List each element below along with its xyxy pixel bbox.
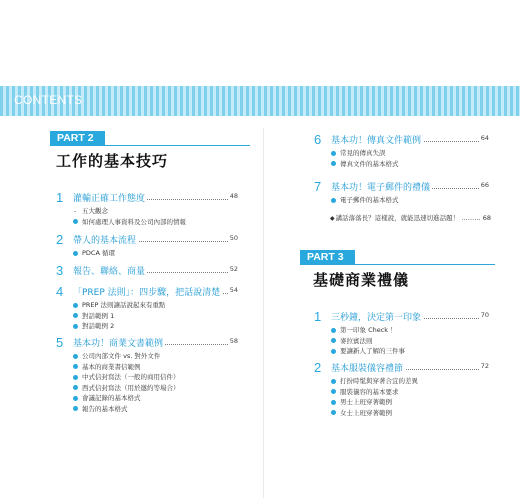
part-3-rule xyxy=(355,264,495,265)
item-text: 報告的基本格式 xyxy=(82,404,128,413)
diamond-icon: ◆ xyxy=(330,215,335,222)
section-page-number: 70 xyxy=(480,311,489,319)
section-page-number: 50 xyxy=(229,234,238,242)
list-item xyxy=(331,376,489,387)
list-item xyxy=(73,311,238,322)
item-text: 第一印象 Check ！ xyxy=(340,326,397,334)
item-text: 要讓新人了解的三件事 xyxy=(340,347,405,355)
item-text: 電子郵件的基本格式 xyxy=(340,196,399,204)
bullet-dot-icon xyxy=(73,375,78,380)
toc-section[interactable] xyxy=(314,361,489,418)
note-page: 68 xyxy=(482,214,492,222)
bullet-dot-icon xyxy=(331,410,336,415)
section-number: 5 xyxy=(56,335,64,350)
list-item xyxy=(73,206,238,217)
section-number: 1 xyxy=(56,190,64,205)
bullet-dot-icon xyxy=(73,385,78,390)
section-items xyxy=(331,195,489,206)
dash-icon: - xyxy=(74,207,77,215)
section-items xyxy=(331,148,489,169)
bullet-dot-icon xyxy=(73,219,78,224)
list-item xyxy=(73,248,238,259)
section-number: 7 xyxy=(314,179,322,194)
toc-section[interactable] xyxy=(314,310,489,357)
item-text: 男士上班穿著範例 xyxy=(340,398,392,406)
bullet-dot-icon xyxy=(331,400,336,405)
bullet-dot-icon xyxy=(331,328,336,333)
section-heading[interactable] xyxy=(56,336,238,350)
list-item xyxy=(73,300,238,311)
section-heading[interactable] xyxy=(314,133,489,147)
page-divider xyxy=(263,128,264,498)
section-heading[interactable] xyxy=(314,310,489,324)
toc-section[interactable] xyxy=(56,233,238,259)
item-text: 麥拉賓法則 xyxy=(340,336,373,345)
list-item xyxy=(73,372,238,383)
item-text: 常見的傳真失誤 xyxy=(340,149,386,157)
bullet-dot-icon xyxy=(73,406,78,411)
toc-section[interactable] xyxy=(56,191,238,227)
section-number: 1 xyxy=(314,309,322,324)
bullet-dot-icon xyxy=(73,364,78,369)
toc-section[interactable] xyxy=(56,336,238,414)
item-text: PDCA 循環 xyxy=(82,249,115,257)
item-text: 會議記錄的基本格式 xyxy=(82,394,141,402)
bullet-dot-icon xyxy=(331,198,336,203)
bullet-dot-icon xyxy=(331,349,336,354)
section-title: 三秒鐘，決定第一印象 xyxy=(331,310,423,323)
item-text: 服裝儀容的基本要求 xyxy=(340,387,399,396)
section-number: 6 xyxy=(314,132,322,147)
note-leader: ……… xyxy=(459,214,483,222)
bullet-dot-icon xyxy=(73,354,78,359)
list-item xyxy=(331,397,489,408)
section-items xyxy=(331,376,489,418)
list-item xyxy=(73,362,238,373)
bullet-dot-icon xyxy=(331,151,336,156)
bullet-dot-icon xyxy=(73,313,78,318)
part-2-rule xyxy=(105,145,250,146)
list-item xyxy=(73,404,238,415)
section-page-number: 54 xyxy=(229,286,238,294)
item-text: 公司內部文件 vs. 對外文件 xyxy=(82,352,161,360)
section-heading[interactable] xyxy=(314,361,489,375)
list-item xyxy=(73,321,238,332)
toc-section[interactable] xyxy=(314,180,489,206)
bullet-dot-icon xyxy=(73,396,78,401)
section-items xyxy=(73,248,238,259)
section-title: 基本功！電子郵件的禮儀 xyxy=(331,180,432,193)
bullet-dot-icon xyxy=(73,303,78,308)
item-text: 中式信封寫法（一般的商用信件） xyxy=(82,373,180,381)
list-item xyxy=(73,351,238,362)
bullet-dot-icon xyxy=(73,251,78,256)
item-text: 五大觀念 xyxy=(82,207,108,215)
bullet-dot-icon xyxy=(331,379,336,384)
item-text: 女士上班穿著範例 xyxy=(340,408,392,417)
part-3-title: 基礎商業禮儀 xyxy=(313,271,410,289)
item-text: 對話範例 2 xyxy=(82,322,115,330)
section-heading[interactable] xyxy=(56,285,238,299)
toc-section[interactable] xyxy=(56,264,238,278)
toc-note[interactable] xyxy=(330,213,491,222)
section-page-number: 64 xyxy=(480,134,489,142)
contents-banner xyxy=(0,86,520,116)
section-items xyxy=(73,300,238,332)
section-number: 2 xyxy=(56,232,64,247)
section-title: 灌輸正確工作態度 xyxy=(73,191,147,204)
list-item xyxy=(331,325,489,336)
section-title: 帶人的基本流程 xyxy=(73,233,138,246)
bullet-dot-icon xyxy=(331,389,336,394)
list-item xyxy=(331,408,489,419)
section-title: 基本功！傳真文件範例 xyxy=(331,133,423,146)
part-2-label: PART 2 xyxy=(50,131,105,146)
section-title: 「PREP 法則」：四步驟，把話說清楚 xyxy=(73,285,222,298)
bullet-dot-icon xyxy=(331,161,336,166)
list-item xyxy=(73,383,238,394)
toc-section[interactable] xyxy=(314,133,489,169)
list-item xyxy=(73,217,238,228)
section-page-number: 58 xyxy=(229,337,238,345)
bullet-dot-icon xyxy=(331,338,336,343)
toc-section[interactable] xyxy=(56,285,238,332)
list-item xyxy=(331,387,489,398)
section-page-number: 66 xyxy=(480,181,489,189)
list-item xyxy=(331,346,489,357)
bullet-dot-icon xyxy=(73,324,78,329)
item-text: 基本的商業書信範例 xyxy=(82,362,141,371)
section-title: 基本服裝儀容禮節 xyxy=(331,361,405,374)
item-text: 傳真文件的基本格式 xyxy=(340,159,399,168)
contents-title: CONTENTS xyxy=(14,93,83,107)
list-item xyxy=(331,195,489,206)
section-items xyxy=(331,325,489,357)
section-number: 3 xyxy=(56,263,64,278)
list-item xyxy=(331,336,489,347)
section-title: 報告、聯絡、商量 xyxy=(73,264,147,277)
list-item xyxy=(331,148,489,159)
item-text: 西式信封寫法（用於邀約等場合） xyxy=(82,383,180,392)
section-title: 基本功！商業文書範例 xyxy=(73,336,165,349)
section-number: 2 xyxy=(314,360,322,375)
item-text: 對話範例 1 xyxy=(82,311,115,320)
section-heading[interactable] xyxy=(314,180,489,194)
note-text: 講話落落長？這樣說，就能迅速切進話題！ xyxy=(335,214,460,222)
section-page-number: 48 xyxy=(229,192,238,200)
section-items xyxy=(73,206,238,227)
item-text: 打扮時髦與穿著合宜的差異 xyxy=(340,377,418,385)
section-number: 4 xyxy=(56,284,64,299)
list-item xyxy=(331,159,489,170)
section-heading[interactable] xyxy=(56,191,238,205)
section-items xyxy=(73,351,238,414)
part-3-label: PART 3 xyxy=(300,250,355,265)
list-item xyxy=(73,393,238,404)
section-heading[interactable] xyxy=(56,233,238,247)
section-heading[interactable] xyxy=(56,264,238,278)
item-text: PREP 法則讓話說起來有重點 xyxy=(82,301,166,309)
section-page-number: 72 xyxy=(480,362,489,370)
part-2-title: 工作的基本技巧 xyxy=(56,152,169,170)
item-text: 如何處理人事資料及公司內部的情報 xyxy=(82,217,186,226)
section-page-number: 52 xyxy=(229,265,238,273)
